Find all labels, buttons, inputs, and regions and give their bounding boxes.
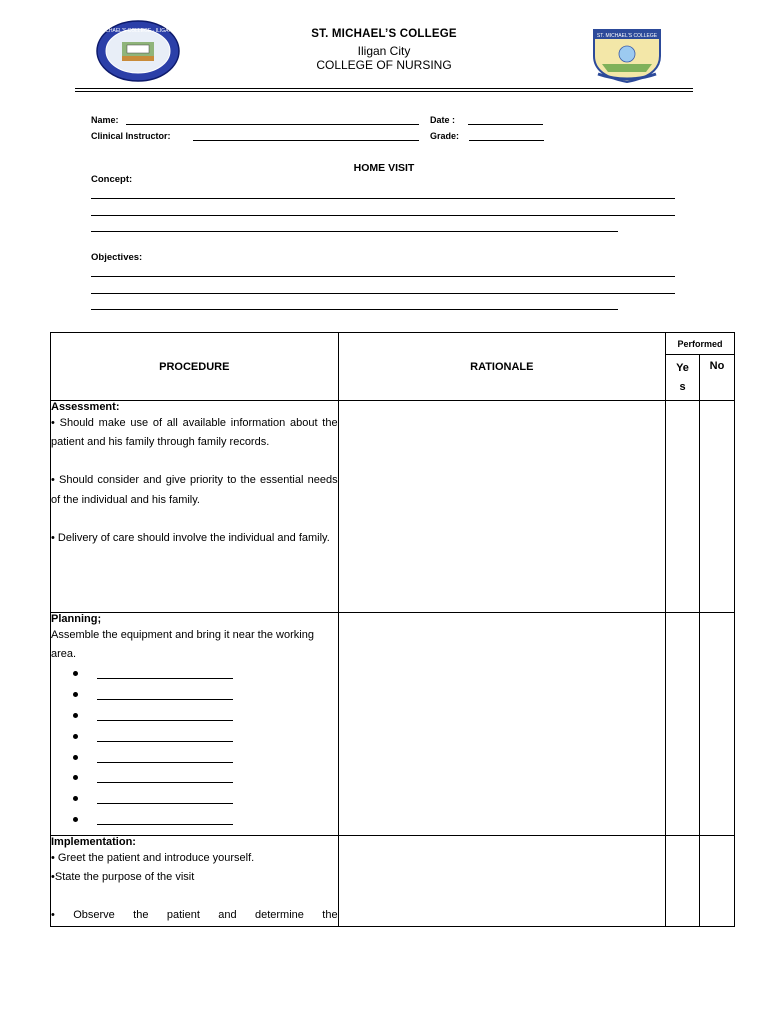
assessment-item-3: • Delivery of care should involve the individual and family. xyxy=(51,531,330,544)
equipment-list xyxy=(51,664,338,830)
grade-label: Grade: xyxy=(430,131,460,141)
table-row-assessment xyxy=(51,401,735,613)
instructor-field[interactable] xyxy=(193,140,419,141)
objectives-line-3[interactable] xyxy=(91,309,618,310)
assessment-yes-box[interactable] xyxy=(666,401,700,613)
form-title: HOME VISIT xyxy=(353,162,415,174)
concept-line-1[interactable] xyxy=(91,198,675,199)
college-seal-left xyxy=(91,20,185,82)
date-label: Date : xyxy=(430,115,456,125)
implementation-item-2: •State the purpose of the visit xyxy=(51,871,195,884)
implementation-rationale[interactable] xyxy=(338,836,665,927)
list-item[interactable] xyxy=(73,664,338,685)
right-seal-text: ST. MICHAEL'S COLLEGE xyxy=(596,33,658,39)
concept-line-3[interactable] xyxy=(91,231,618,232)
procedure-table xyxy=(50,332,735,927)
implementation-yes-box[interactable] xyxy=(666,836,700,927)
list-item[interactable] xyxy=(73,706,338,727)
concept-line-2[interactable] xyxy=(91,215,675,216)
list-item[interactable] xyxy=(73,685,338,706)
planning-intro: Assemble the equipment and bring it near the working area. xyxy=(51,629,314,661)
assessment-procedure xyxy=(51,401,339,613)
header-divider xyxy=(75,88,693,92)
concept-label: Concept: xyxy=(91,174,133,185)
name-field[interactable] xyxy=(126,124,419,125)
no-header: No xyxy=(700,355,735,401)
rationale-header: RATIONALE xyxy=(338,333,665,401)
college-department: COLLEGE OF NURSING xyxy=(316,58,452,72)
college-seal-right xyxy=(588,26,666,84)
planning-procedure xyxy=(51,613,339,836)
implementation-procedure xyxy=(51,836,339,927)
left-seal-text: ST. MICHAEL'S COLLEGE · ILIGAN CITY xyxy=(91,28,185,34)
list-item[interactable] xyxy=(73,727,338,748)
implementation-heading: Implementation: xyxy=(51,836,136,848)
assessment-heading: Assessment: xyxy=(51,401,120,413)
college-city: Iligan City xyxy=(357,44,411,58)
name-label: Name: xyxy=(91,115,119,125)
planning-yes-box[interactable] xyxy=(666,613,700,836)
planning-no-box[interactable] xyxy=(700,613,735,836)
planning-rationale[interactable] xyxy=(338,613,665,836)
objectives-line-1[interactable] xyxy=(91,276,675,277)
implementation-item-3: • Observe the patient and determine the xyxy=(51,909,338,922)
assessment-item-1: • Should make use of all available information about the patient and his family through family records. xyxy=(51,417,338,449)
assessment-no-box[interactable] xyxy=(700,401,735,613)
instructor-label: Clinical Instructor: xyxy=(91,131,171,141)
table-row-planning xyxy=(51,613,735,836)
yes-header: Yes xyxy=(666,355,700,401)
list-item[interactable] xyxy=(73,768,338,789)
list-item[interactable] xyxy=(73,748,338,769)
date-field[interactable] xyxy=(468,124,543,125)
performed-header: Performed xyxy=(666,333,735,355)
assessment-rationale[interactable] xyxy=(338,401,665,613)
procedure-header: PROCEDURE xyxy=(51,333,339,401)
college-name: ST. MICHAEL’S COLLEGE xyxy=(311,28,457,40)
table-row-implementation xyxy=(51,836,735,927)
planning-heading: Planning; xyxy=(51,613,102,625)
implementation-no-box[interactable] xyxy=(700,836,735,927)
assessment-item-2: • Should consider and give priority to the essential needs of the individual and his family. xyxy=(51,474,338,506)
objectives-line-2[interactable] xyxy=(91,293,675,294)
list-item[interactable] xyxy=(73,810,338,831)
list-item[interactable] xyxy=(73,789,338,810)
implementation-item-1: • Greet the patient and introduce yourself. xyxy=(51,852,255,864)
grade-field[interactable] xyxy=(469,140,544,141)
objectives-label: Objectives: xyxy=(91,252,143,263)
